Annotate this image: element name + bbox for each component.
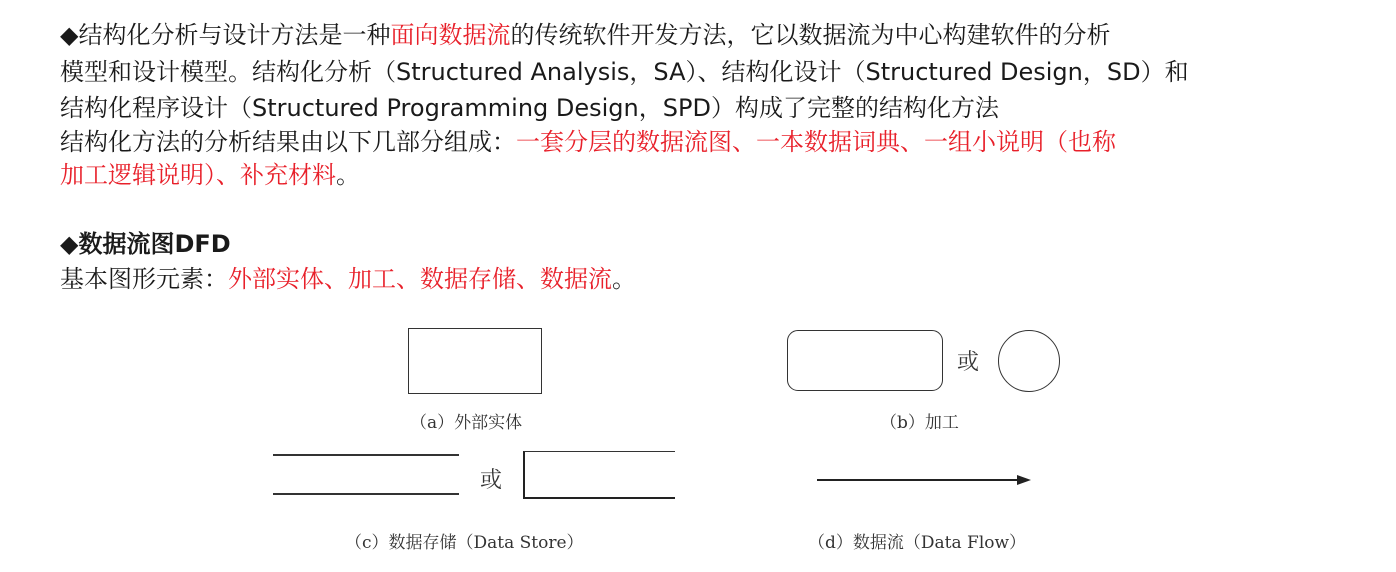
bullet-icon: ◆ xyxy=(60,230,79,258)
result-line-2 xyxy=(60,158,1360,192)
intro-line-1 xyxy=(60,18,1360,52)
highlight-text: 一套分层的数据流图、一本数据词典、一组小说明（也称 xyxy=(516,128,1116,156)
caption-a: （a）外部实体 xyxy=(410,413,523,433)
highlight-text: 加工逻辑说明）、补充材料 xyxy=(60,161,336,189)
bullet-icon: ◆ xyxy=(60,21,79,49)
caption-d: （d）数据流（Data Flow） xyxy=(808,533,1027,553)
datastore-line-bottom xyxy=(273,493,459,495)
elements-label: 基本图形元素： xyxy=(60,265,228,293)
process-circle xyxy=(998,330,1060,392)
dataflow-arrow-icon xyxy=(815,470,1035,490)
intro-line-2 xyxy=(60,55,1360,89)
intro-text: 结构化分析与设计方法是一种 xyxy=(78,21,391,49)
intro-line-3 xyxy=(60,91,1360,125)
result-text: 。 xyxy=(336,161,360,189)
highlight-text: 外部实体、加工、数据存储、数据流 xyxy=(228,265,612,293)
heading-text: 数据流图DFD xyxy=(78,230,231,258)
intro-text: 的传统软件开发方法，它以数据流为中心构建软件的分析 xyxy=(510,21,1111,49)
or-label: 或 xyxy=(957,350,980,375)
datastore-open-rect xyxy=(523,451,675,499)
caption-b: （b）加工 xyxy=(880,413,959,433)
highlight-text: 面向数据流 xyxy=(390,21,511,49)
intro-text: 模型和设计模型。结构化分析（Structured Analysis，SA）、结构化设计（Structured Design，SD）和 xyxy=(60,58,1189,86)
caption-c: （c）数据存储（Data Store） xyxy=(345,533,584,553)
dfd-heading xyxy=(60,227,1360,261)
result-text: 结构化方法的分析结果由以下几部分组成： xyxy=(60,128,516,156)
intro-text: 结构化程序设计（Structured Programming Design，SPD）构成了完整的结构化方法 xyxy=(60,94,999,122)
dfd-elements-line xyxy=(60,262,1360,296)
external-entity-rect xyxy=(408,328,542,394)
elements-text: 。 xyxy=(612,265,636,293)
datastore-line-top xyxy=(273,454,459,456)
result-line-1 xyxy=(60,125,1360,159)
or-label: 或 xyxy=(480,468,503,493)
process-rounded-rect xyxy=(787,330,943,391)
